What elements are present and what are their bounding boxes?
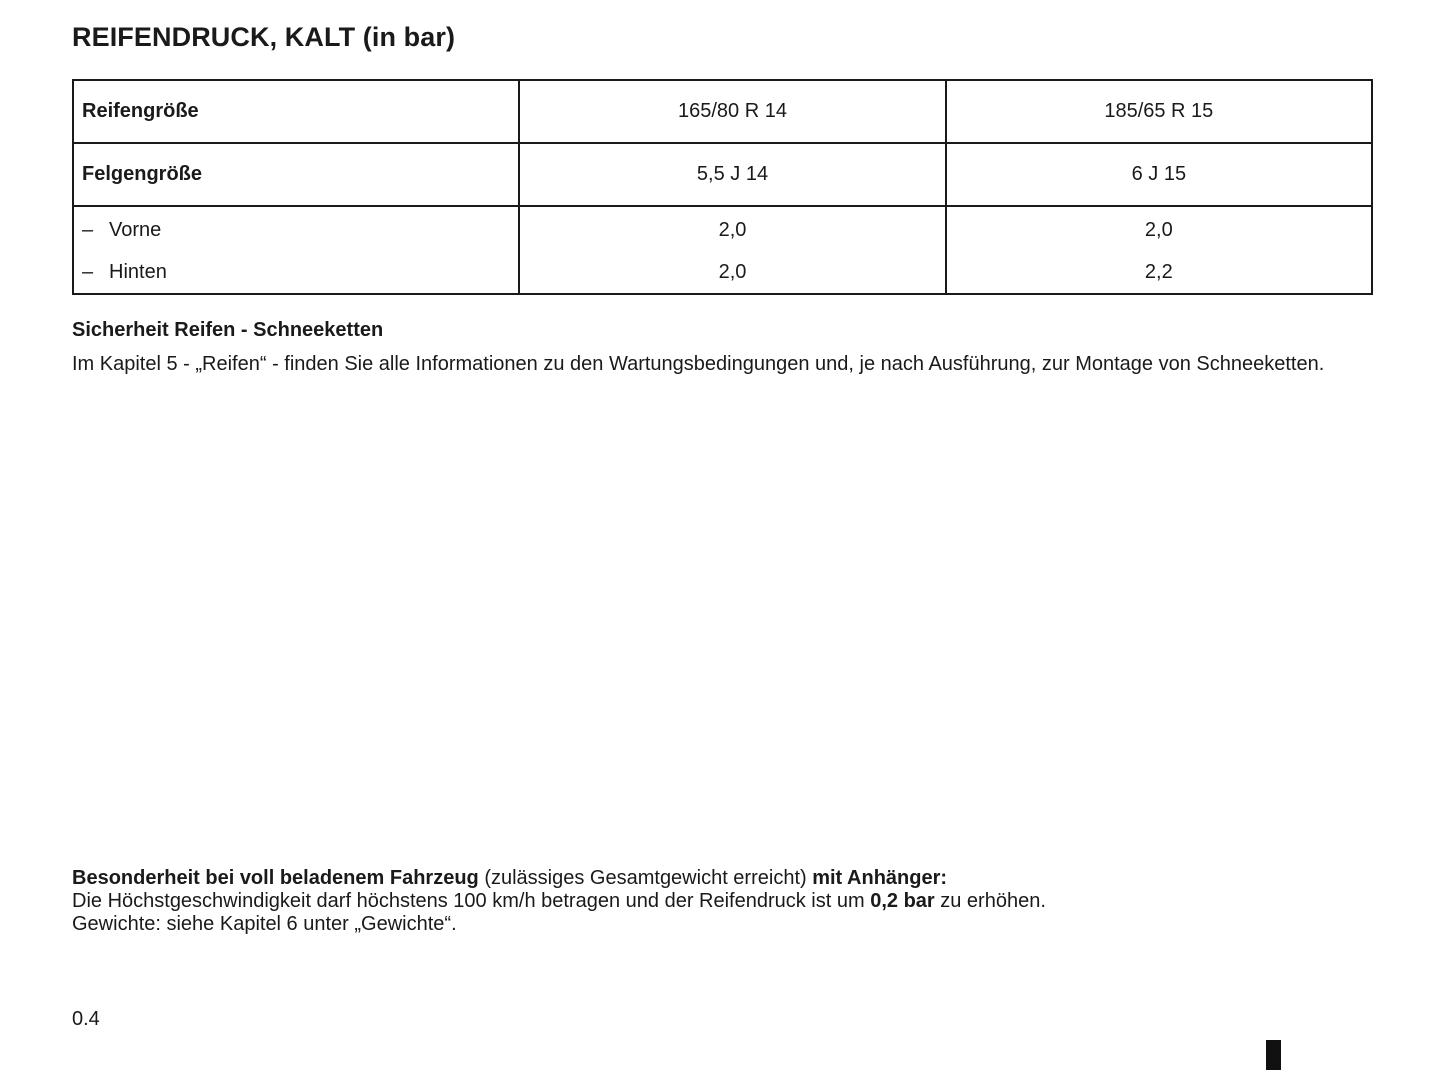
front-label: Vorne [109, 218, 162, 241]
front-pressure-a: 2,0 [519, 206, 945, 251]
page-title: REIFENDRUCK, KALT (in bar) [72, 22, 456, 52]
front-pressure-row [73, 206, 1372, 251]
list-dash: – [82, 260, 94, 283]
rim-size-b: 6 J 15 [946, 143, 1372, 206]
note-bold-a: Besonderheit bei voll beladenem Fahrzeug [72, 867, 479, 889]
tire-pressure-table [72, 79, 1373, 295]
front-label-cell [73, 206, 519, 251]
trailer-note-line-1 [72, 867, 1046, 890]
trailer-note-line-3: Gewichte: siehe Kapitel 6 unter „Gewichte“. [72, 913, 457, 935]
trailer-note [72, 867, 1046, 936]
trailer-note-line-2 [72, 890, 1046, 913]
tire-size-b: 185/65 R 15 [946, 80, 1372, 143]
note-line2-b: zu erhöhen. [934, 890, 1046, 912]
tire-size-row [73, 80, 1372, 143]
page-number: 0.4 [72, 1008, 100, 1030]
front-pressure-b: 2,0 [946, 206, 1372, 251]
note-line2-bold: 0,2 bar [870, 890, 935, 912]
rear-pressure-b: 2,2 [946, 251, 1372, 294]
rear-pressure-a: 2,0 [519, 251, 945, 294]
note-bold-b: mit Anhänger: [812, 867, 948, 889]
rear-pressure-row [73, 251, 1372, 294]
rear-label-cell [73, 251, 519, 294]
rear-label: Hinten [109, 260, 167, 283]
list-dash: – [82, 218, 94, 241]
tire-size-label: Reifengröße [73, 80, 519, 143]
rim-size-a: 5,5 J 14 [519, 143, 945, 206]
safety-text: Im Kapitel 5 - „Reifen“ - finden Sie alle Informationen zu den Wartungsbedingungen und, je nach Ausführung, zur Montage von Schneeketten. [72, 353, 1325, 375]
tire-size-a: 165/80 R 14 [519, 80, 945, 143]
chapter-thumb-marker [1266, 1040, 1281, 1070]
safety-heading: Sicherheit Reifen - Schneeketten [72, 319, 384, 341]
note-normal: (zulässiges Gesamtgewicht erreicht) [478, 867, 813, 889]
rim-size-row [73, 143, 1372, 206]
rim-size-label: Felgengröße [73, 143, 519, 206]
note-line2-a: Die Höchstgeschwindigkeit darf höchstens 100 km/h betragen und der Reifendruck ist um [72, 890, 871, 912]
